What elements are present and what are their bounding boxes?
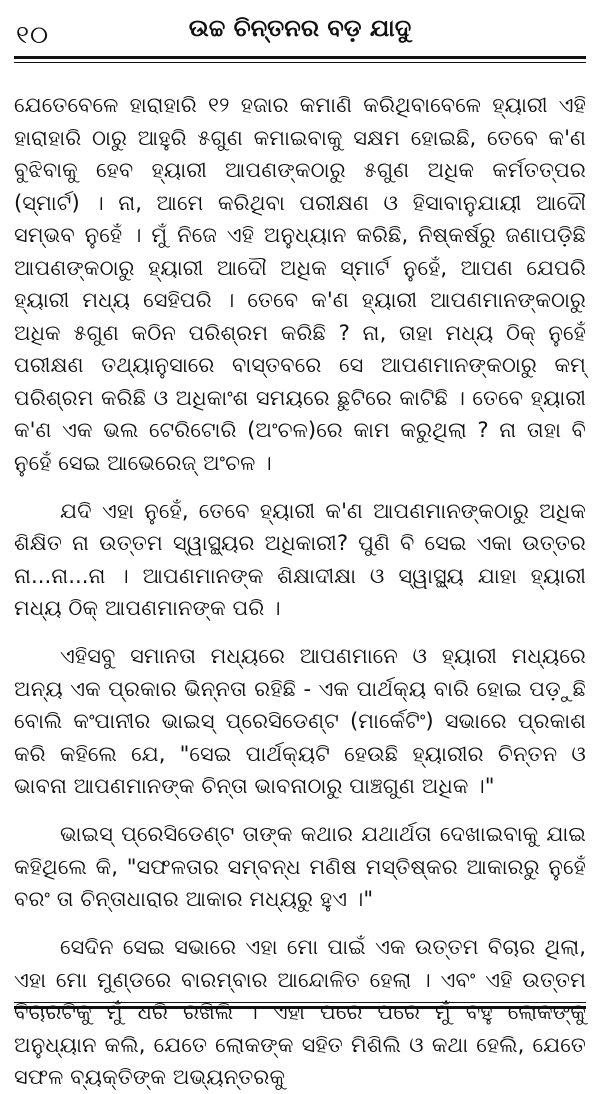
paragraph: ଭାଇସ୍ ପ୍ରେସିଡେଣ୍ଟ ତାଙ୍କ କଥାର ଯଥାର୍ଥତା ଦେଖାଇବାକୁ ଯାଇ କହିଥିଲେ କି, "ସଫଳତାର ସମ୍ବନ୍ଧ ମଣିଷ ମସ୍ତିଷ୍କର ଆକାରରୁ ନୁହେଁ ବରଂ ତା ଚିନ୍ତାଧାରାର ଆକାର ମଧ୍ୟରୁ ହୁଏ ।" bbox=[14, 821, 586, 911]
footer-rule-thick bbox=[14, 1006, 586, 1009]
paragraph: ସେଦିନ ସେଇ ସଭାରେ ଏହା ମୋ ପାଇଁ ଏକ ଉତ୍ତମ ବିଚାର ଥିଲା, ଏହା ମୋ ମୁଣ୍ଡରେ ବାରମ୍ବାର ଆନ୍ଦୋଳିତ ହେଲା । ଏବଂ ଏହି ଉତ୍ତମ ବିଚାରଟିକୁ ମୁଁ ଧରି ରଖିଲି । ଏହା ପରେ ପରେ ମୁଁ ବହୁ ଲୋକଙ୍କୁ ଅନୁଧ୍ୟାନ କଲି, ଯେତେ ଲୋକଙ୍କ ସହିତ ମିଶିଲି ଓ କଥା ହେଲି, ଯେତେ ସଫଳ ବ୍ୟକ୍ତିଙ୍କ ଅଭ୍ୟନ୍ତରକୁ bbox=[14, 934, 586, 1089]
header-rule-thick bbox=[14, 56, 586, 59]
paragraph: ଏହିସବୁ ସମାନତା ମଧ୍ୟରେ ଆପଣମାନେ ଓ ହ୍ୟାରୀ ମଧ୍ୟରେ ଅନ୍ୟ ଏକ ପ୍ରକାର ଭିନ୍ନତା ରହିଛି - ଏକ ପାର୍ଥକ୍ୟ ବାରି ହୋଇ ପଡ଼ୁଛି ବୋଲି କଂପାନୀର ଭାଇସ୍ ପ୍ରେସିଡେଣ୍ଟ (ମାର୍କେଟିଂ) ସଭାରେ ପ୍ରକାଶ କରି କହିଲେ ଯେ, "ସେଇ ପାର୍ଥକ୍ୟଟି ହେଉଛି ହ୍ୟାରୀର ଚିନ୍ତନ ଓ ଭାବନା ଆପଣମାନଙ୍କ ଚିନ୍ତା ଭାବନାଠାରୁ ପାଞ୍ଚଗୁଣ ଅଧିକ ।" bbox=[14, 643, 586, 798]
page-footer bbox=[14, 1002, 586, 1009]
running-title: ଉଚ୍ଚ ଚିନ୍ତନର ବଡ଼ ଯାଦୁ bbox=[188, 14, 412, 42]
page-header bbox=[14, 0, 586, 52]
paragraph: ଯେତେବେଳେ ହାରାହାରି ୧୨ ହଜାର କମାଣି କରିଥିବାବେଳେ ହ୍ୟାରୀ ଏହି ହାରାହାରି ଠାରୁ ଆହୁରି ୫ଗୁଣ କମାଇବାକୁ ସକ୍ଷମ ହୋଇଛି, ତେବେ କ'ଣ ବୁଝିବାକୁ ହେବ ହ୍ୟାରୀ ଆପଣଙ୍କଠାରୁ ୫ଗୁଣ ଅଧିକ କର୍ମତତ୍ପର (ସ୍ମାର୍ଟ) । ନା, ଆମେ କରିଥିବା ପରୀକ୍ଷଣ ଓ ହିସାବାନୁଯାୟୀ ଆଦୌ ସମ୍ଭବ ନୁହେଁ । ମୁଁ ନିଜେ ଏହି ଅନୁଧ୍ୟାନ କରିଛି, ନିଷ୍କର୍ଷରୁ ଜଣାପଡ଼ିଛି ଆପଣଙ୍କଠାରୁ ହ୍ୟାରୀ ଆଦୌ ଅଧିକ ସ୍ମାର୍ଟ ନୁହେଁ, ଆପଣ ଯେପରି ହ୍ୟାରୀ ମଧ୍ୟ ସେହିପରି । ତେବେ କ'ଣ ହ୍ୟାରୀ ଆପଣମାନଙ୍କଠାରୁ ଅଧିକ ୫ଗୁଣ କଠିନ ପରିଶ୍ରମ କରିଛି ? ନା, ତାହା ମଧ୍ୟ ଠିକ୍ ନୁହେଁ ପରୀକ୍ଷଣ ତଥ୍ୟାନୁସାରେ ବାସ୍ତବରେ ସେ ଆପଣମାନଙ୍କଠାରୁ କମ୍ ପରିଶ୍ରମ କରିଛି ଓ ଅଧିକାଂଶ ସମୟରେ ଛୁଟିରେ କାଟିଛି । ତେବେ ହ୍ୟାରୀ କ'ଣ ଏକ ଭଲ ଟେରିଟୋରି (ଅଂଚଳ)ରେ କାମ କରୁଥିଲା ? ନା ତାହା ବି ନୁହେଁ ସେଇ ଆଭେରେଜ୍ ଅଂଚଳ । bbox=[14, 92, 586, 475]
paragraph: ଯଦି ଏହା ନୁହେଁ, ତେବେ ହ୍ୟାରୀ କ'ଣ ଆପଣମାନଙ୍କଠାରୁ ଅଧିକ ଶିକ୍ଷିତ ନା ଉତ୍ତମ ସ୍ୱାସ୍ଥ୍ୟର ଅଧିକାରୀ? ପୁଣି ବି ସେଇ ଏକା ଉତ୍ତର ନା...ନା...ନା । ଆପଣମାନଙ୍କ ଶିକ୍ଷାଦୀକ୍ଷା ଓ ସ୍ୱାସ୍ଥ୍ୟ ଯାହା ହ୍ୟାରୀ ମଧ୍ୟ ଠିକ୍ ଆପଣମାନଙ୍କ ପରି । bbox=[14, 497, 586, 620]
header-rule-thin bbox=[14, 62, 586, 63]
body-text bbox=[14, 89, 586, 1094]
page-number: ୧୦ bbox=[16, 20, 50, 49]
footer-rule-thin bbox=[14, 1002, 586, 1003]
